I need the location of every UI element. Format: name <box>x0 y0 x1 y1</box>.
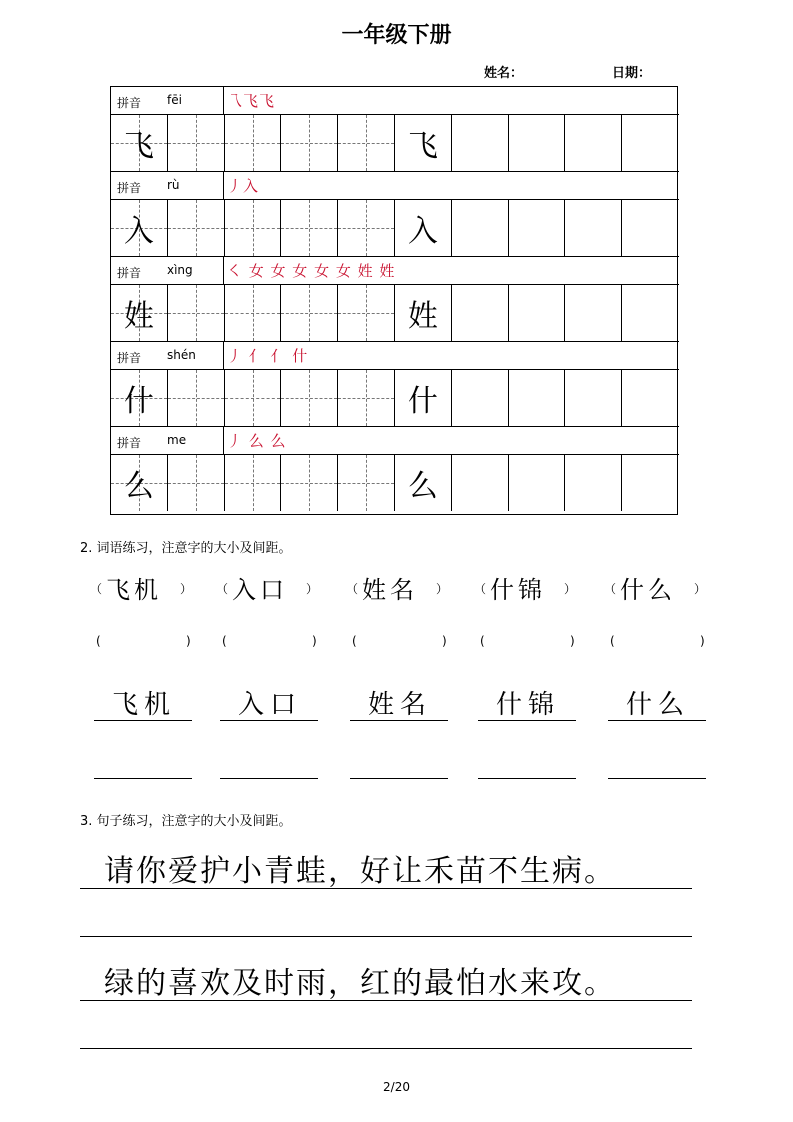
writing-line <box>220 720 318 721</box>
practice-cell <box>168 200 225 256</box>
divider <box>223 172 224 200</box>
section-3-heading: 3. 句子练习，注意字的大小及间距。 <box>80 814 292 829</box>
blank-close-paren: ) <box>442 634 447 648</box>
model-character: 飞 <box>123 129 154 164</box>
underlined-word: 什锦 <box>496 690 561 720</box>
writing-line <box>478 778 576 779</box>
stroke-order: 乁飞飞 <box>227 92 276 110</box>
divider <box>223 427 224 455</box>
page-number: 2/20 <box>383 1080 410 1094</box>
practice-cell <box>395 455 452 511</box>
practice-cell <box>281 455 338 511</box>
word-with-paren: 入口 <box>232 576 288 604</box>
practice-cells-row <box>111 115 679 172</box>
blank-open-paren: ( <box>96 634 101 648</box>
practice-cell <box>565 370 622 426</box>
model-character: 飞 <box>407 129 438 164</box>
blank-open-paren: ( <box>222 634 227 648</box>
guide-line <box>281 143 337 144</box>
guide-line <box>338 143 394 144</box>
word-with-paren: 姓名 <box>362 576 418 604</box>
open-paren: （ <box>216 582 229 596</box>
character-practice-grid <box>110 86 678 515</box>
guide-line <box>168 398 224 399</box>
practice-cell <box>281 115 338 171</box>
practice-cells-row <box>111 285 679 342</box>
model-character: 什 <box>407 384 438 419</box>
practice-cell <box>168 285 225 341</box>
practice-cell <box>225 285 282 341</box>
underlined-word: 什么 <box>626 690 691 720</box>
date-label: 日期： <box>612 66 652 81</box>
page-title: 一年级下册 <box>341 23 452 48</box>
practice-cells-row <box>111 200 679 257</box>
pinyin-text: shén <box>167 348 196 362</box>
practice-cell <box>565 455 622 511</box>
writing-line <box>608 778 706 779</box>
underlined-word: 入口 <box>238 690 303 720</box>
close-paren: ） <box>694 582 707 596</box>
guide-line <box>168 228 224 229</box>
blank-close-paren: ) <box>700 634 705 648</box>
pinyin-row <box>111 427 679 455</box>
practice-cells-row <box>111 455 679 511</box>
pinyin-label: 拼音 <box>117 266 142 280</box>
guide-line <box>168 313 224 314</box>
writing-line <box>80 1048 692 1049</box>
underlined-word: 姓名 <box>368 690 433 720</box>
pinyin-label: 拼音 <box>117 436 142 450</box>
practice-cell <box>622 285 679 341</box>
writing-line <box>350 778 448 779</box>
guide-line <box>338 228 394 229</box>
model-character: 什 <box>123 384 154 419</box>
practice-cell <box>111 115 168 171</box>
practice-cell <box>565 115 622 171</box>
close-paren: ） <box>436 582 449 596</box>
practice-cell <box>509 200 566 256</box>
guide-line <box>281 228 337 229</box>
practice-cell <box>395 285 452 341</box>
practice-cell <box>565 285 622 341</box>
word-with-paren: 什锦 <box>490 576 546 604</box>
pinyin-label: 拼音 <box>117 351 142 365</box>
practice-cell <box>111 285 168 341</box>
pinyin-text: xìng <box>167 263 193 277</box>
guide-line <box>281 483 337 484</box>
pinyin-label: 拼音 <box>117 96 142 110</box>
blank-open-paren: ( <box>610 634 615 648</box>
word-with-paren: 什么 <box>620 576 676 604</box>
close-paren: ） <box>564 582 577 596</box>
blank-open-paren: ( <box>480 634 485 648</box>
divider <box>223 87 224 115</box>
divider <box>223 257 224 285</box>
guide-line <box>225 398 281 399</box>
practice-cell <box>565 200 622 256</box>
writing-line <box>80 1000 692 1001</box>
practice-cell <box>395 200 452 256</box>
practice-cell <box>225 115 282 171</box>
writing-line <box>80 888 692 889</box>
model-character: 姓 <box>123 299 154 334</box>
pinyin-row <box>111 87 679 115</box>
practice-cell <box>452 370 509 426</box>
practice-cell <box>338 455 395 511</box>
word-with-paren: 飞机 <box>106 576 162 604</box>
blank-close-paren: ) <box>570 634 575 648</box>
open-paren: （ <box>474 582 487 596</box>
model-character: 么 <box>407 469 438 504</box>
writing-line <box>608 720 706 721</box>
guide-line <box>225 313 281 314</box>
practice-cell <box>509 370 566 426</box>
writing-line <box>350 720 448 721</box>
close-paren: ） <box>306 582 319 596</box>
practice-cell <box>509 285 566 341</box>
writing-line <box>220 778 318 779</box>
stroke-order: 丿 么 么 <box>227 432 287 450</box>
guide-line <box>338 398 394 399</box>
practice-cell <box>338 285 395 341</box>
section-2-heading: 2. 词语练习，注意字的大小及间距。 <box>80 541 292 556</box>
practice-cell <box>168 455 225 511</box>
writing-line <box>94 778 192 779</box>
guide-line <box>338 313 394 314</box>
practice-cell <box>225 200 282 256</box>
model-character: 入 <box>123 214 154 249</box>
practice-cell <box>395 370 452 426</box>
practice-cell <box>622 200 679 256</box>
practice-cell <box>225 455 282 511</box>
practice-cell <box>281 200 338 256</box>
model-sentence: 请你爱护小青蛙，好让禾苗不生病。 <box>104 854 616 889</box>
practice-cell <box>338 115 395 171</box>
practice-cell <box>225 370 282 426</box>
practice-cell <box>452 455 509 511</box>
practice-cell <box>622 115 679 171</box>
divider <box>223 342 224 370</box>
guide-line <box>168 143 224 144</box>
practice-cell <box>111 370 168 426</box>
close-paren: ） <box>180 582 193 596</box>
open-paren: （ <box>346 582 359 596</box>
guide-line <box>338 483 394 484</box>
practice-cell <box>338 200 395 256</box>
pinyin-text: rù <box>167 178 180 192</box>
pinyin-text: fēi <box>167 93 182 107</box>
guide-line <box>168 483 224 484</box>
practice-cell <box>168 115 225 171</box>
practice-cell <box>395 115 452 171</box>
practice-cell <box>622 370 679 426</box>
guide-line <box>225 143 281 144</box>
stroke-order: ㇛ 女 女 女 女 女 姓 姓 <box>227 262 396 280</box>
guide-line <box>225 483 281 484</box>
pinyin-row <box>111 257 679 285</box>
practice-cell <box>622 455 679 511</box>
stroke-order: 丿 亻 亻 什 <box>227 347 309 365</box>
model-character: 入 <box>407 214 438 249</box>
guide-line <box>281 398 337 399</box>
practice-cell <box>111 455 168 511</box>
model-character: 么 <box>123 469 154 504</box>
guide-line <box>281 313 337 314</box>
practice-cell <box>168 370 225 426</box>
blank-close-paren: ) <box>186 634 191 648</box>
writing-line <box>80 936 692 937</box>
pinyin-row <box>111 342 679 370</box>
practice-cell <box>281 370 338 426</box>
underlined-word: 飞机 <box>112 690 177 720</box>
practice-cell <box>338 370 395 426</box>
stroke-order: 丿入 <box>227 177 260 195</box>
name-label: 姓名： <box>484 66 524 81</box>
practice-cell <box>452 115 509 171</box>
open-paren: （ <box>90 582 103 596</box>
practice-cell <box>452 200 509 256</box>
model-sentence: 绿的喜欢及时雨，红的最怕水来攻。 <box>104 966 616 1001</box>
practice-cell <box>281 285 338 341</box>
practice-cell <box>111 200 168 256</box>
practice-cell <box>509 115 566 171</box>
pinyin-label: 拼音 <box>117 181 142 195</box>
practice-cell <box>509 455 566 511</box>
blank-close-paren: ) <box>312 634 317 648</box>
pinyin-row <box>111 172 679 200</box>
guide-line <box>225 228 281 229</box>
blank-open-paren: ( <box>352 634 357 648</box>
writing-line <box>94 720 192 721</box>
writing-line <box>478 720 576 721</box>
open-paren: （ <box>604 582 617 596</box>
pinyin-text: me <box>167 433 187 447</box>
model-character: 姓 <box>407 299 438 334</box>
practice-cell <box>452 285 509 341</box>
practice-cells-row <box>111 370 679 427</box>
